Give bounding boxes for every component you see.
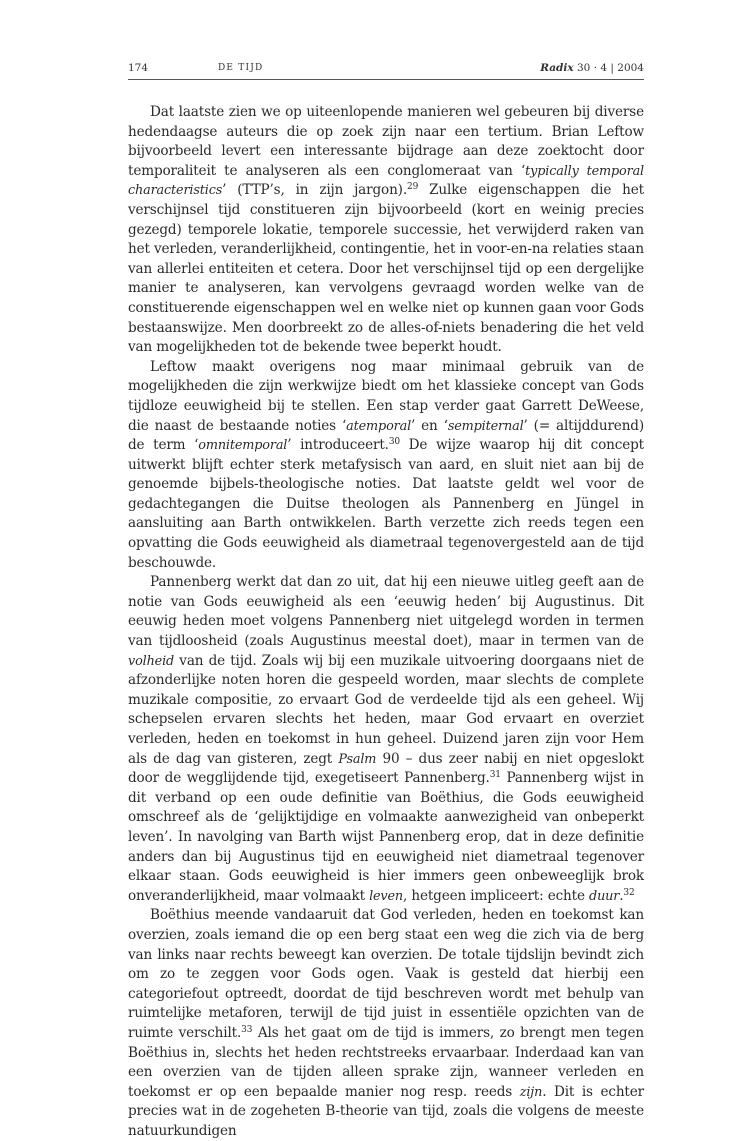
text-run: ’ (TTP’s, in zijn jargon). [222, 182, 408, 199]
text-run: ’ introduceert. [287, 437, 389, 454]
header-rule [128, 79, 644, 80]
text-run: van de tijd. Zoals wij bij een muzikale uitvoering doorgaans niet de afzonderlijke noten horen die gespeeld worden, maar slechts de complete muzikale compositie, zo ervaart God de verdeelde tijd als een geheel. Wij schepselen ervaren slechts het heden, maar God ervaart en overziet verleden, heden en toekomst in hun geheel. Duizend jaren zijn voor Hem als de dag van gisteren, zegt [128, 652, 644, 767]
paragraph [128, 906, 644, 1141]
running-title: DE TIJD [218, 63, 264, 73]
paragraph [128, 103, 644, 358]
emphasis: duur [589, 888, 620, 904]
emphasis: atemporal [346, 418, 412, 434]
page-number: 174 [128, 62, 149, 74]
journal-reference [540, 60, 644, 76]
text-run: . [619, 887, 624, 904]
text-run: Als het gaat om de tijd is immers, zo brengt men tegen Boëthius in, slechts het heden rechtstreeks ervaarbaar. Inderdaad kan van een overzien van de tijden alleen sprake zijn, wanneer verleden en toekomst er op een bepaalde manier nog resp. reeds [128, 1024, 644, 1100]
footnote-ref[interactable]: 32 [623, 887, 635, 898]
footnote-ref[interactable]: 33 [241, 1024, 253, 1035]
text-run: Boëthius meende vandaaruit dat God verleden, heden en toekomst kan overzien, zoals iemand die op een berg staat een weg die zich via de berg van links naar rechts beweegt kan overzien. De totale tijdslijn bevindt zich om zo te zeggen voor Gods ogen. Vaak is gesteld dat hierbij een categoriefout optreedt, doordat de tijd beschreven wordt met behulp van ruimtelijke metaforen, terwijl de tijd juist in essentiële opzichten van de ruimte verschilt. [128, 907, 644, 1041]
text-run: Dat laatste zien we op uiteenlopende manieren wel gebeuren bij diverse hedendaagse auteurs die op zoek zijn naar een tertium. Brian Leftow bijvoorbeeld levert een interessante bijdrage aan deze zoektocht door temporaliteit te analyseren als een conglomeraat van ‘ [128, 104, 644, 179]
text-run: De wijze waarop hij dit concept uitwerkt blijft echter sterk metafysisch van aard, en sluit niet aan bij de genoemde bijbels-theologische noties. Dat laatste geldt wel voor de gedachtegangen die Duitse theologen als Pannenberg en Jüngel in aansluiting aan Barth ontwikkelen. Barth verzette zich reeds tegen een opvatting die Gods eeuwigheid als diametraal tegenovergesteld aan de tijd beschouwde. [128, 437, 644, 571]
running-header [128, 60, 644, 76]
paragraph [128, 573, 644, 906]
text-run: . Dit is echter precies wat in de zogeheten B-theorie van tijd, zoals die volgens de meeste natuurkundigen [128, 1083, 644, 1139]
emphasis: volheid [128, 653, 175, 669]
footnote-ref[interactable]: 30 [388, 437, 400, 448]
emphasis: leven [369, 888, 404, 904]
text-run: ’ en ‘ [411, 417, 448, 434]
text-run: Pannenberg werkt dat dan zo uit, dat hij een nieuwe uitleg geeft aan de notie van Gods eeuwigheid als een ‘eeuwig heden’ bij Augustinus. Dit eeuwig heden moet volgens Pannenberg niet uitgelegd worden in termen van tijdloosheid (zoals Augustinus meestal doet), maar in termen van de [128, 574, 644, 650]
body-text [128, 103, 644, 1141]
footnote-ref[interactable]: 31 [489, 770, 501, 781]
emphasis: typically temporal characteristics [128, 163, 644, 199]
emphasis: omnitemporal [198, 438, 288, 454]
journal-issue: 30 · 4 | 2004 [577, 62, 644, 74]
text-run: ’ (= altijddurend) de term ‘ [128, 417, 645, 454]
footnote-ref[interactable]: 29 [407, 182, 419, 193]
emphasis: Psalm [338, 751, 377, 767]
paragraph [128, 358, 644, 574]
emphasis: zijn [519, 1084, 543, 1100]
text-run: Leftow maakt overigens nog maar minimaal gebruik van de mogelijkheden die zijn werkwijze biedt om het klassieke concept van Gods tijdloze eeuwigheid bij te stellen. Een stap verder gaat Garrett DeWeese, die naast de bestaande noties ‘ [128, 358, 644, 434]
journal-name: Radix [540, 62, 574, 74]
text-run: , hetgeen impliceert: echte [403, 887, 590, 904]
text-run: Pannenberg wijst in dit verband op een oude definitie van Boëthius, die Gods eeuwigheid omschreef als de ‘gelijktijdige en volmaakte aanwezigheid van onbeperkt leven’. In navolging van Barth wijst Pannenberg erop, dat in deze definitie anders dan bij Augustinus tijd en eeuwigheid niet diametraal tegenover elkaar staan. Gods eeuwigheid is hier immers geen onbeweeglijk brok onveranderlijkheid, maar volmaakt [128, 770, 644, 904]
emphasis: sempiternal [447, 418, 524, 434]
text-run: 90 – dus zeer nabij en niet opgeslokt door de wegglijdende tijd, exegetiseert Pannenberg. [128, 750, 644, 787]
text-run: Zulke eigenschappen die het verschijnsel tijd constitueren zijn bijvoorbeeld (kort en weinig precies gezegd) temporele lokatie, temporele successie, het verwijderd raken van het verleden, veranderlijkheid, contingentie, het in voor-en-na relaties staan van allerlei entiteiten et cetera. Door het verschijnsel tijd op een dergelijke manier te analyseren, kan vervolgens gevraagd worden welke van de constituerende eigenschappen wel en welke niet op kunnen gaan voor Gods bestaanswijze. Men doorbreekt zo de alles-of-niets benadering die het veld van mogelijkheden tot de bekende twee beperkt houdt. [128, 182, 644, 356]
